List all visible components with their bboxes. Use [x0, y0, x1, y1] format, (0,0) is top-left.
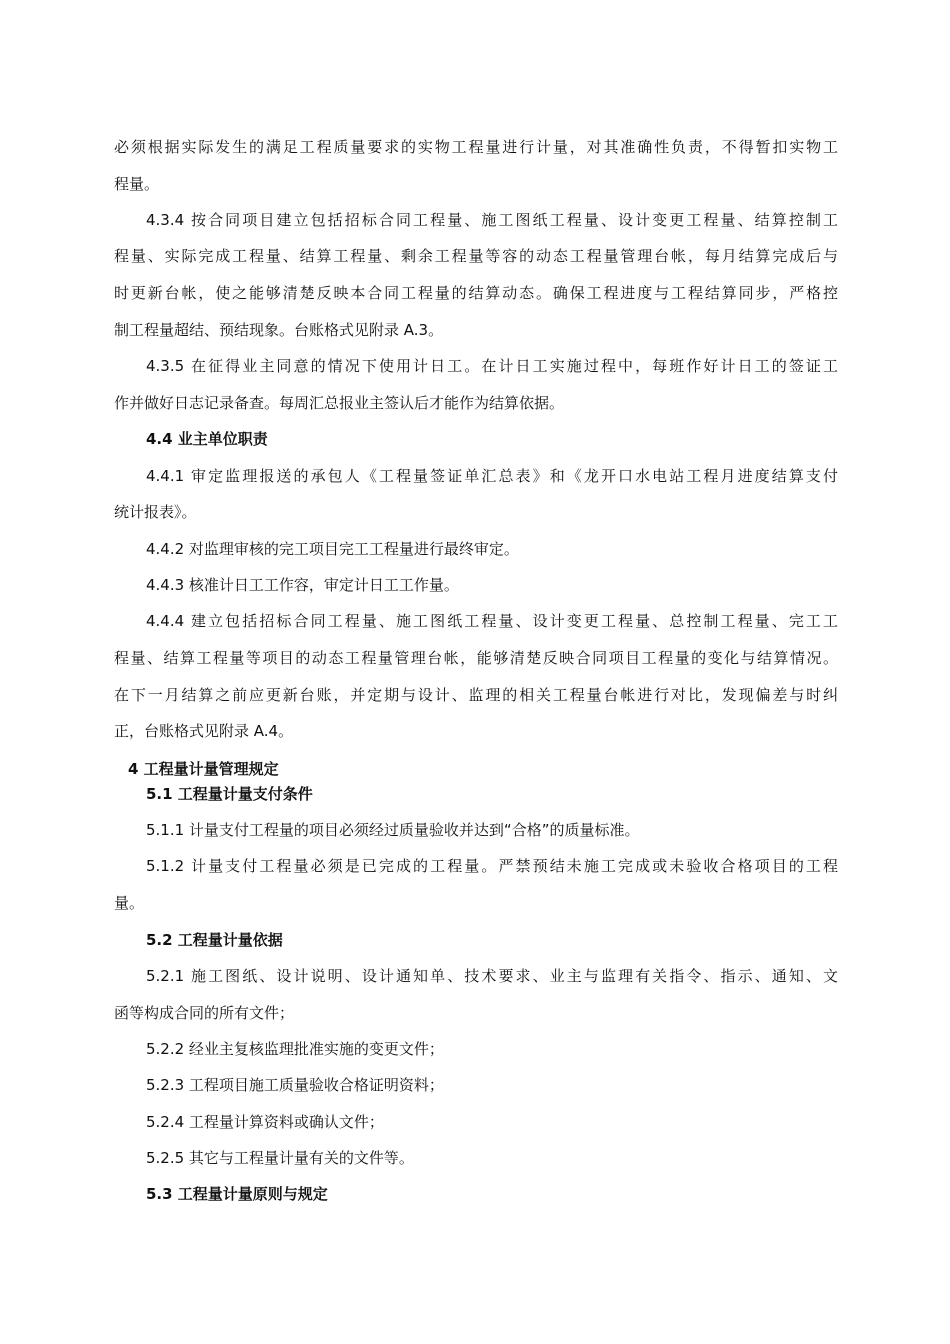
paragraph-5-2-1: 5.2.1 施工图纸、设计说明、设计通知单、技术要求、业主与监理有关指令、指示、通知、文 [146, 967, 838, 985]
paragraph-5-2-2: 5.2.2 经业主复核监理批准实施的变更文件； [146, 1040, 444, 1058]
paragraph-4-4-3: 4.4.3 核准计日工工作容，审定计日工工作量。 [146, 576, 459, 594]
body-line: 程量、结算工程量等项目的动态工程量管理台帐，能够清楚反映合同项目工程量的变化与结算情况。 [114, 649, 838, 667]
body-line: 量。 [114, 894, 145, 912]
paragraph-5-2-3: 5.2.3 工程项目施工质量验收合格证明资料； [146, 1076, 444, 1094]
body-line: 程量。 [114, 175, 160, 193]
body-line: 函等构成合同的所有文件； [114, 1004, 295, 1022]
paragraph-4-3-5: 4.3.5 在征得业主同意的情况下使用计日工。在计日工实施过程中，每班作好计日工的签证工 [146, 357, 838, 375]
body-line: 制工程量超结、预结现象。台账格式见附录 A.3。 [114, 321, 444, 339]
paragraph-4-4-2: 4.4.2 对监理审核的完工项目完工工程量进行最终审定。 [146, 540, 519, 558]
paragraph-5-2-4: 5.2.4 工程量计算资料或确认文件； [146, 1113, 384, 1131]
section-heading-5-2: 5.2 工程量计量依据 [146, 931, 283, 949]
paragraph-4-3-4: 4.3.4 按合同项目建立包括招标合同工程量、施工图纸工程量、设计变更工程量、结算控制工 [146, 211, 838, 229]
paragraph-5-2-5: 5.2.5 其它与工程量计量有关的文件等。 [146, 1149, 414, 1167]
paragraph-4-4-4: 4.4.4 建立包括招标合同工程量、施工图纸工程量、设计变更工程量、总控制工程量、完工工 [146, 612, 838, 630]
body-line: 程量、实际完成工程量、结算工程量、剩余工程量等容的动态工程量管理台帐，每月结算完成后与 [114, 247, 838, 265]
paragraph-5-1-2: 5.1.2 计量支付工程量必须是已完成的工程量。严禁预结未施工完成或未验收合格项目的工程 [146, 857, 838, 875]
body-line: 在下一月结算之前应更新台账，并定期与设计、监理的相关工程量台帐进行对比，发现偏差与时纠 [114, 686, 838, 704]
body-line: 时更新台帐，使之能够清楚反映本合同工程量的结算动态。确保工程进度与工程结算同步，严格控 [114, 284, 838, 302]
body-line: 必须根据实际发生的满足工程质量要求的实物工程量进行计量，对其准确性负责，不得暂扣实物工 [114, 138, 838, 156]
section-heading-5-1: 5.1 工程量计量支付条件 [146, 785, 313, 803]
section-heading-5-3: 5.3 工程量计量原则与规定 [146, 1185, 328, 1203]
body-line: 作并做好日志记录备查。每周汇总报业主签认后才能作为结算依据。 [114, 394, 565, 412]
paragraph-4-4-1: 4.4.1 审定监理报送的承包人《工程量签证单汇总表》和《龙开口水电站工程月进度结算支付 [146, 467, 838, 485]
body-line: 正，台账格式见附录 A.4。 [114, 722, 294, 740]
paragraph-5-1-1: 5.1.1 计量支付工程量的项目必须经过质量验收并达到“合格”的质量标准。 [146, 821, 640, 839]
body-line: 统计报表》。 [114, 503, 197, 521]
chapter-heading: 4 工程量计量管理规定 [128, 760, 279, 778]
section-heading-4-4: 4.4 业主单位职责 [146, 430, 268, 448]
